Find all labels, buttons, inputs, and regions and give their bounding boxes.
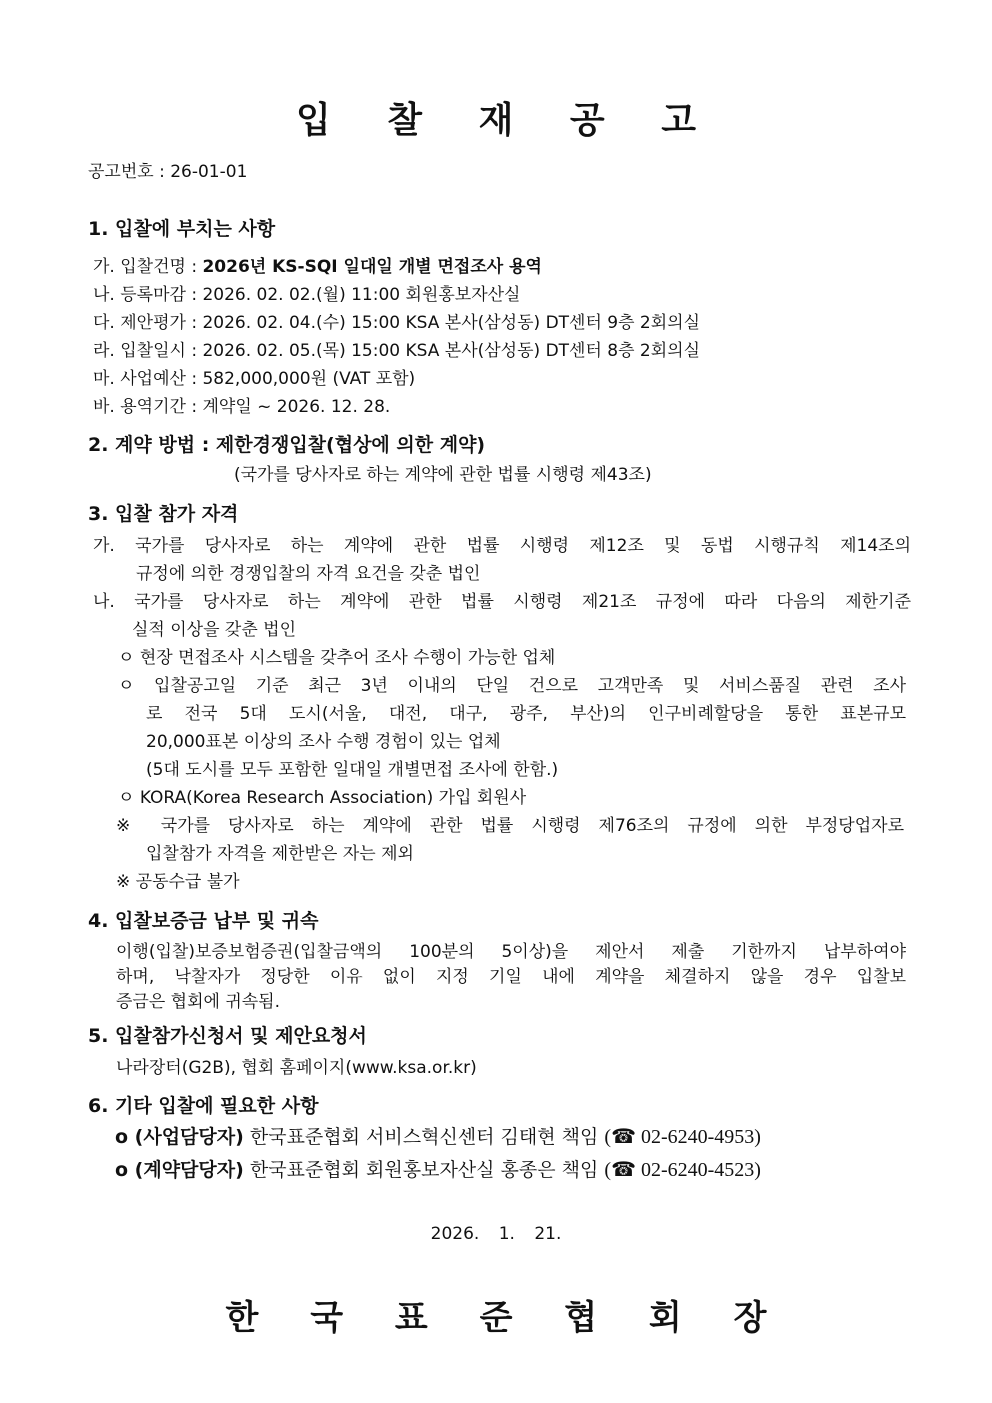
item-label: 마. 사업예산 : (93, 369, 198, 389)
deposit-line-2: 하며, 낙찰자가 정당한 이유 없이 지정 기일 내에 계약을 체결하지 않을 경우 입찰보 (116, 967, 906, 987)
contact-org: 한국표준협회 회원홍보자산실 홍종은 책임 (249, 1159, 599, 1181)
criterion-1: ㅇ 현장 면접조사 시스템을 갖추어 조사 수행이 가능한 업체 (118, 648, 556, 668)
item-value: 582,000,000원 (VAT 포함) (202, 369, 416, 389)
contact-business (115, 1122, 761, 1149)
item-bid-name (93, 252, 542, 277)
item-value: 2026년 KS-SQI 일대일 개별 면접조사 용역 (202, 257, 542, 277)
section-2-heading: 2. 계약 방법 : 제한경쟁입찰(협상에 의한 계약) (88, 434, 486, 456)
item-budget (93, 364, 415, 389)
section-3-heading: 3. 입찰 참가 자격 (88, 503, 239, 525)
item-label: 나. 등록마감 : (93, 285, 198, 305)
criterion-2-line-2: 로 전국 5대 도시(서울, 대전, 대구, 광주, 부산)의 인구비례할당을 통한 표본규모 (146, 704, 906, 724)
contact-phone: (☎ 02-6240-4953) (604, 1126, 761, 1148)
criterion-3: ㅇ KORA(Korea Research Association) 가입 회원사 (118, 788, 527, 808)
issuer-signature: 한 국 표 준 협 회 장 (225, 1298, 787, 1338)
item-registration-deadline (93, 280, 520, 305)
section-5-heading: 5. 입찰참가신청서 및 제안요청서 (88, 1025, 367, 1047)
item-value: 2026. 02. 02.(월) 11:00 회원홍보자산실 (202, 285, 521, 305)
item-service-period (93, 392, 390, 417)
document-title: 입 찰 재 공 고 (295, 100, 718, 141)
notice-number: 공고번호 : 26-01-01 (88, 162, 248, 182)
criterion-2-line-3: 20,000표본 이상의 조사 수행 경험이 있는 업체 (146, 732, 501, 752)
item-bid-datetime (93, 336, 700, 361)
criterion-2-line-4: (5대 도시를 모두 포함한 일대일 개별면접 조사에 한함.) (146, 760, 559, 780)
section-2-note: (국가를 당사자로 하는 계약에 관한 법률 시행령 제43조) (234, 465, 652, 485)
issue-date: 2026. 1. 21. (430, 1224, 562, 1244)
item-proposal-evaluation (93, 308, 700, 333)
contact-contract (115, 1155, 761, 1182)
qualification-a-line-1: 가. 국가를 당사자로 하는 계약에 관한 법률 시행령 제12조 및 동법 시행규칙 제14조의 (93, 536, 911, 556)
note-1-line-1: ※ 국가를 당사자로 하는 계약에 관한 법률 시행령 제76조의 규정에 의한 부정당업자로 (116, 816, 904, 836)
documents-source: 나라장터(G2B), 협회 홈페이지(www.ksa.or.kr) (116, 1058, 477, 1078)
item-value: 2026. 02. 05.(목) 15:00 KSA 본사(삼성동) DT센터 8층 2회의실 (202, 341, 701, 361)
item-label: 바. 용역기간 : (93, 397, 198, 417)
note-2: ※ 공동수급 불가 (116, 872, 240, 892)
contact-role: o (사업담당자) (115, 1126, 244, 1148)
qualification-a-line-2: 규정에 의한 경쟁입찰의 자격 요건을 갖춘 법인 (136, 564, 481, 584)
section-4-heading: 4. 입찰보증금 납부 및 귀속 (88, 910, 319, 932)
deposit-line-1: 이행(입찰)보증보험증권(입찰금액의 100분의 5이상)을 제안서 제출 기한까지 납부하여야 (116, 942, 906, 962)
item-label: 다. 제안평가 : (93, 313, 198, 333)
note-1-line-2: 입찰참가 자격을 제한받은 자는 제외 (146, 844, 414, 864)
item-value: 계약일 ~ 2026. 12. 28. (202, 397, 391, 417)
section-6-heading: 6. 기타 입찰에 필요한 사항 (88, 1095, 319, 1117)
qualification-b-line-2: 실적 이상을 갖춘 법인 (132, 620, 297, 640)
criterion-2-line-1: ㅇ 입찰공고일 기준 최근 3년 이내의 단일 건으로 고객만족 및 서비스품질 관련 조사 (118, 676, 906, 696)
section-1-heading: 1. 입찰에 부치는 사항 (88, 218, 276, 240)
contact-phone: (☎ 02-6240-4523) (604, 1159, 761, 1181)
qualification-b-line-1: 나. 국가를 당사자로 하는 계약에 관한 법률 시행령 제21조 규정에 따라 다음의 제한기준 (93, 592, 911, 612)
contact-org: 한국표준협회 서비스혁신센터 김태현 책임 (249, 1126, 599, 1148)
deposit-line-3: 증금은 협회에 귀속됨. (116, 992, 281, 1012)
contact-role: o (계약담당자) (115, 1159, 244, 1181)
item-value: 2026. 02. 04.(수) 15:00 KSA 본사(삼성동) DT센터 9층 2회의실 (202, 313, 701, 333)
item-label: 가. 입찰건명 : (93, 257, 198, 277)
item-label: 라. 입찰일시 : (93, 341, 198, 361)
